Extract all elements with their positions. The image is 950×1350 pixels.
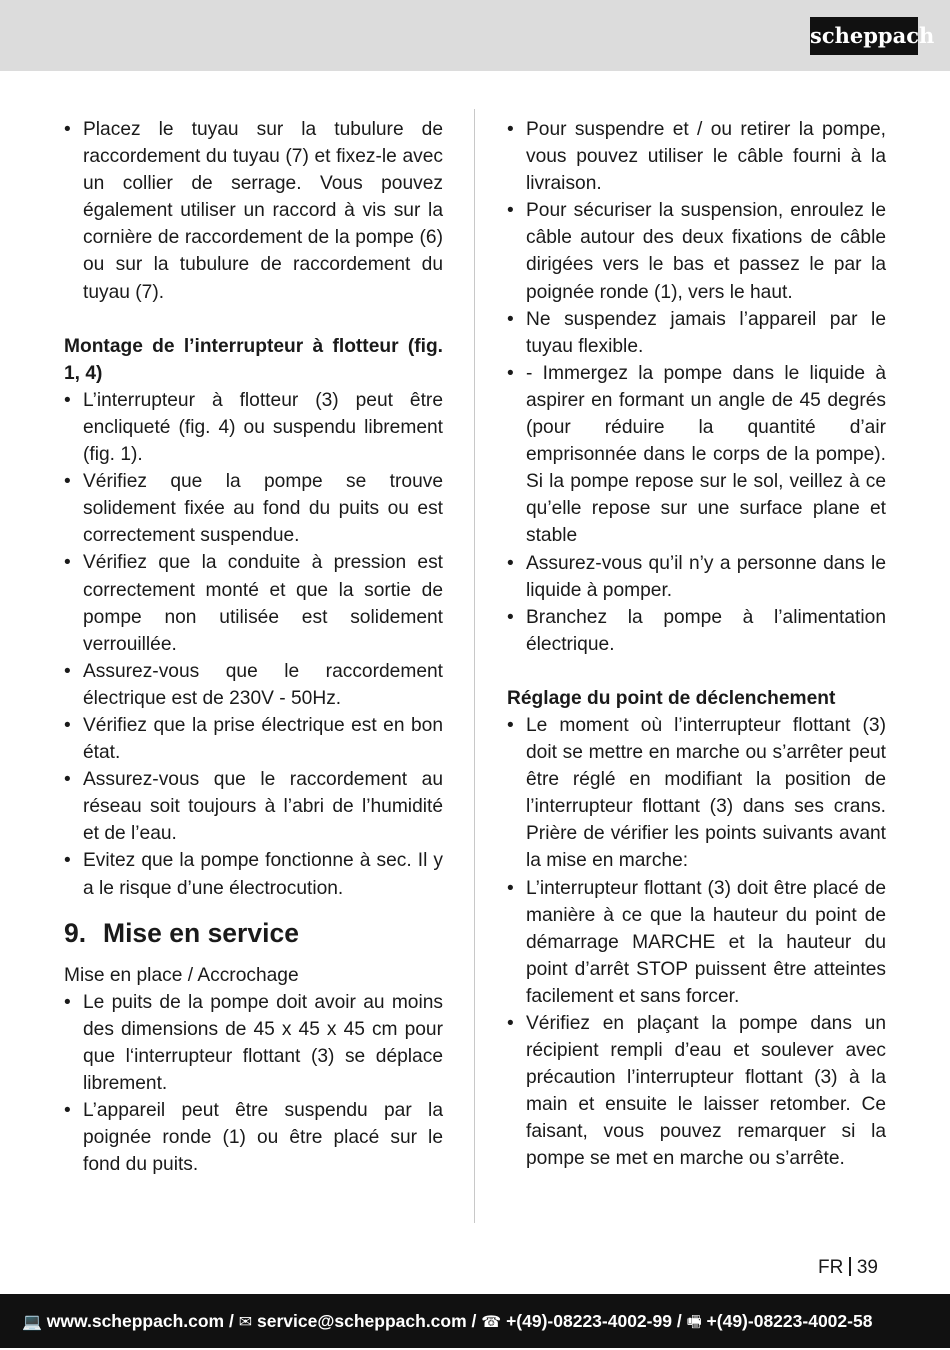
separator: / <box>466 1311 482 1331</box>
header-bar <box>0 0 950 71</box>
contact-bar <box>0 1294 950 1348</box>
list-item: • Vérifiez que la prise électrique est en bon état. <box>64 712 443 766</box>
list-item: • - Immergez la pompe dans le liquide à aspirer en formant un angle de 45 degrés (pour réduire la quantité d’air emprisonnée dans le corps de la pompe). Si la pompe repose sur le sol, veillez à ce qu’elle repose sur une surface plane et stable <box>507 360 886 550</box>
list-item: • L’interrupteur à flotteur (3) peut être encliqueté (fig. 4) ou suspendu librement (fig. 1). <box>64 387 443 468</box>
page-number-block <box>818 1256 878 1280</box>
hanging-list <box>507 116 886 658</box>
setup-list <box>64 989 443 1179</box>
list-item: • Assurez-vous que le raccordement électrique est de 230V - 50Hz. <box>64 658 443 712</box>
trigger-list <box>507 712 886 1173</box>
subheading: Mise en place / Accrochage <box>64 964 299 986</box>
list-item: • Pour suspendre et / ou retirer la pompe, vous pouvez utiliser le câble fourni à la livraison. <box>507 116 886 197</box>
separator: / <box>224 1311 239 1331</box>
trigger-heading: Réglage du point de déclenchement <box>507 687 836 709</box>
page-number: 39 <box>856 1257 878 1278</box>
fax-icon: 🖷 <box>686 1314 702 1331</box>
website-link[interactable]: www.scheppach.com <box>46 1311 225 1331</box>
float-switch-list <box>64 387 443 902</box>
float-switch-heading: Montage de l’interrupteur à flotteur (fig. 1, 4) <box>64 335 443 384</box>
separator-bar <box>849 1257 851 1276</box>
language-code: FR <box>818 1257 844 1278</box>
list-item: • Assurez-vous que le raccordement au réseau soit toujours à l’abri de l’humidité et de l’eau. <box>64 766 443 847</box>
list-item: • Vérifiez que la conduite à pression est correctement monté et que la sortie de pompe non utilisée est solidement verrouillée. <box>64 549 443 657</box>
column-divider <box>474 109 475 1223</box>
email-link[interactable]: service@scheppach.com <box>257 1311 467 1331</box>
list-item: • L’appareil peut être suspendu par la poignée ronde (1) ou être placé sur le fond du puits. <box>64 1097 443 1178</box>
intro-list <box>64 116 443 306</box>
mail-icon: ✉ <box>238 1314 253 1331</box>
fax-number: +(49)-08223-4002-58 <box>706 1311 873 1331</box>
list-item: • L’interrupteur flottant (3) doit être placé de manière à ce que la hauteur du point de démarrage MARCHE et la hauteur du point d’arrêt STOP puissent être atteintes facilement et sans forcer. <box>507 875 886 1010</box>
phone-icon: ☎ <box>481 1314 502 1331</box>
list-item: • Branchez la pompe à l’alimentation électrique. <box>507 604 886 658</box>
list-item: • Evitez que la pompe fonctionne à sec. Il y a le risque d’une électrocution. <box>64 847 443 901</box>
list-item: • Le puits de la pompe doit avoir au moins des dimensions de 45 x 45 x 45 cm pour que l‘interrupteur flottant (3) se déplace librement. <box>64 989 443 1097</box>
list-item: • Pour sécuriser la suspension, enroulez le câble autour des deux fixations de câble dirigées vers le bas et passez le par la poignée ronde (1), vers le haut. <box>507 197 886 305</box>
scheppach-logo: scheppach <box>810 17 918 55</box>
list-item: • Placez le tuyau sur la tubulure de raccordement du tuyau (7) et fixez-le avec un collier de serrage. Vous pouvez également utiliser un raccord à vis sur la cornière de raccordement de la pompe (6) ou sur la tubulure de raccordement du tuyau (7). <box>64 116 443 306</box>
section-heading <box>64 916 443 950</box>
list-item: • Vérifiez que la pompe se trouve solidement fixée au fond du puits ou est correctement suspendue. <box>64 468 443 549</box>
separator: / <box>671 1311 687 1331</box>
section-title: Mise en service <box>103 917 299 948</box>
phone-number: +(49)-08223-4002-99 <box>506 1311 672 1331</box>
section-number: 9. <box>64 917 87 948</box>
list-item: • Le moment où l’interrupteur flottant (3) doit se mettre en marche ou s’arrêter peut être réglé en modifiant la position de l’interrupteur flottant (3) dans ses crans. Prière de vérifier les points suivants avant la mise en marche: <box>507 712 886 875</box>
list-item: • Assurez-vous qu’il n’y a personne dans le liquide à pomper. <box>507 550 886 604</box>
list-item: • Vérifiez en plaçant la pompe dans un récipient rempli d’eau et soulever avec précaution l’interrupteur flottant (3) à la main et ensuite le laisser retomber. Ce faisant, vous pouvez remarquer si la pompe se met en marche ou s’arrête. <box>507 1010 886 1173</box>
computer-icon: 💻 <box>22 1314 42 1331</box>
right-column <box>507 116 886 1173</box>
left-column <box>64 116 443 1178</box>
list-item: • Ne suspendez jamais l’appareil par le tuyau flexible. <box>507 306 886 360</box>
